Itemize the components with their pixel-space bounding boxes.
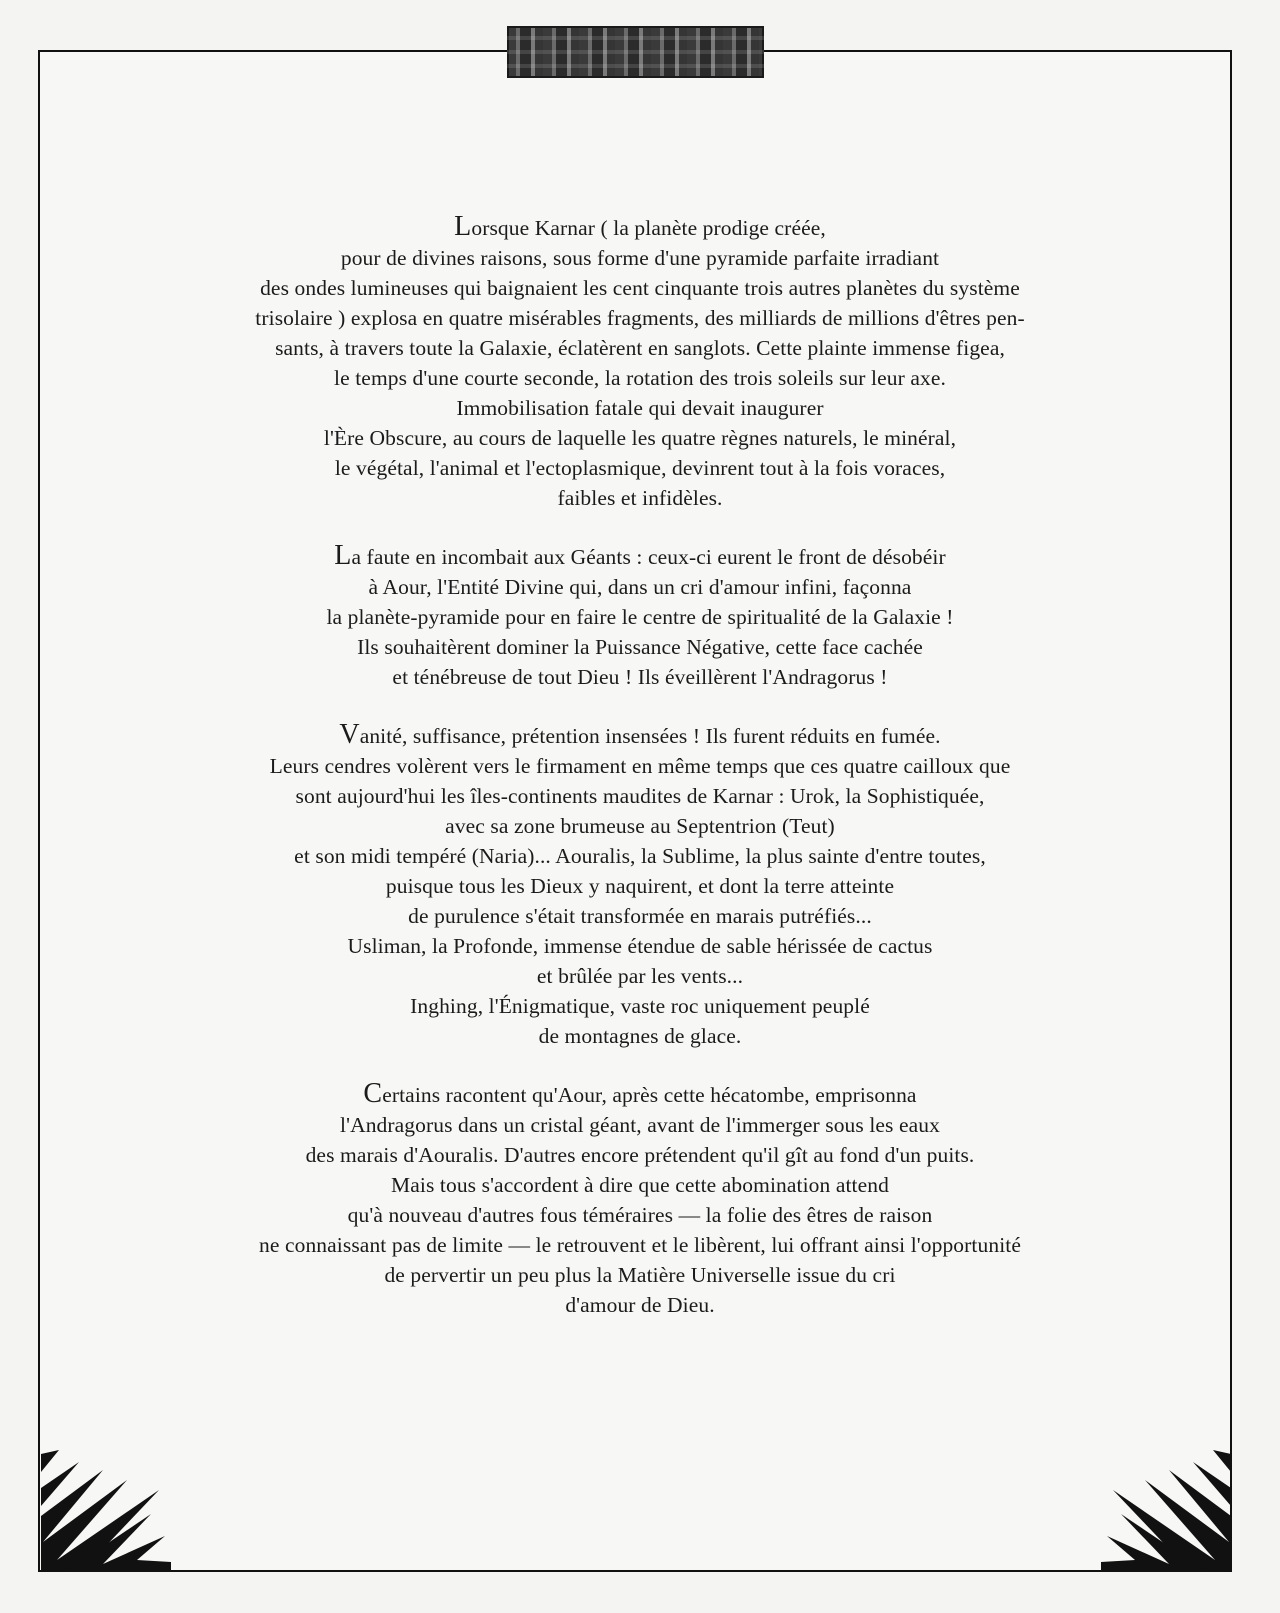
text-line: avec sa zone brumeuse au Septentrion (Teut) [445, 814, 835, 838]
text-line: à Aour, l'Entité Divine qui, dans un cri d'amour infini, façonna [368, 575, 912, 599]
text-line: et son midi tempéré (Naria)... Aouralis, la Sublime, la plus sainte d'entre toutes, [294, 844, 986, 868]
text-line: et brûlée par les vents... [536, 964, 744, 988]
text-line: sont aujourd'hui les îles-continents maudites de Karnar : Urok, la Sophistiquée, [295, 784, 985, 808]
text-line: le temps d'une courte seconde, la rotation des trois soleils sur leur axe. [334, 366, 946, 390]
text-line: ne connaissant pas de limite — le retrouvent et le libèrent, lui offrant ainsi l'opportunité [259, 1233, 1021, 1257]
text-line: des marais d'Aouralis. D'autres encore prétendent qu'il gît au fond d'un puits. [305, 1143, 975, 1167]
paragraph-3 [120, 720, 1160, 1051]
text-line: la planète-pyramide pour en faire le centre de spiritualité de la Galaxie ! [326, 605, 954, 629]
paragraph-1 [120, 212, 1160, 513]
corner-spikes-left [41, 1450, 171, 1572]
text-line: et ténébreuse de tout Dieu ! Ils éveillèrent l'Andragorus ! [392, 665, 888, 689]
dropcap: C [363, 1078, 383, 1109]
text-line: pour de divines raisons, sous forme d'une pyramide parfaite irradiant [340, 246, 940, 270]
text-line: Certains racontent qu'Aour, après cette hécatombe, emprisonna [363, 1078, 917, 1109]
text-line: de montagnes de glace. [538, 1024, 742, 1048]
text-line: La faute en incombait aux Géants : ceux-ci eurent le front de désobéir [334, 540, 946, 571]
text-line: trisolaire ) explosa en quatre misérables fragments, des milliards de millions d'êtres pen- [255, 306, 1025, 330]
text-line: l'Andragorus dans un cristal géant, avant de l'immerger sous les eaux [340, 1113, 940, 1137]
paragraph-2 [120, 541, 1160, 692]
text-line: Inghing, l'Énigmatique, vaste roc uniquement peuplé [410, 994, 870, 1018]
text-line: l'Ère Obscure, au cours de laquelle les quatre règnes naturels, le minéral, [323, 426, 957, 450]
text-line: Lorsque Karnar ( la planète prodige créée, [454, 211, 826, 242]
corner-spikes-right [1101, 1450, 1231, 1572]
text-line: Leurs cendres volèrent vers le firmament en même temps que ces quatre cailloux que [269, 754, 1011, 778]
dropcap: L [454, 211, 472, 242]
text-line: Mais tous s'accordent à dire que cette abomination attend [391, 1173, 889, 1197]
dropcap: V [339, 719, 360, 750]
text-line: puisque tous les Dieux y naquirent, et dont la terre atteinte [385, 874, 895, 898]
text-line: de pervertir un peu plus la Matière Universelle issue du cri [384, 1263, 896, 1287]
text-line: Immobilisation fatale qui devait inaugurer [456, 396, 824, 420]
text-line: Vanité, suffisance, prétention insensées ! Ils furent réduits en fumée. [339, 719, 941, 750]
text-line: de purulence s'était transformée en marais putréfiés... [408, 904, 872, 928]
text-line: qu'à nouveau d'autres fous téméraires — la folie des êtres de raison [347, 1203, 933, 1227]
dropcap: L [334, 540, 352, 571]
header-ornament [507, 26, 764, 78]
text-line: sants, à travers toute la Galaxie, éclatèrent en sanglots. Cette plainte immense figea, [275, 336, 1005, 360]
text-line: des ondes lumineuses qui baignaient les cent cinquante trois autres planètes du système [260, 276, 1020, 300]
story-text [120, 212, 1160, 1348]
text-line: Ils souhaitèrent dominer la Puissance Négative, cette face cachée [357, 635, 923, 659]
text-line: Usliman, la Profonde, immense étendue de sable hérissée de cactus [347, 934, 933, 958]
paragraph-4 [120, 1079, 1160, 1320]
text-line: d'amour de Dieu. [565, 1293, 715, 1317]
text-line: faibles et infidèles. [557, 486, 723, 510]
text-line: le végétal, l'animal et l'ectoplasmique, devinrent tout à la fois voraces, [334, 456, 946, 480]
